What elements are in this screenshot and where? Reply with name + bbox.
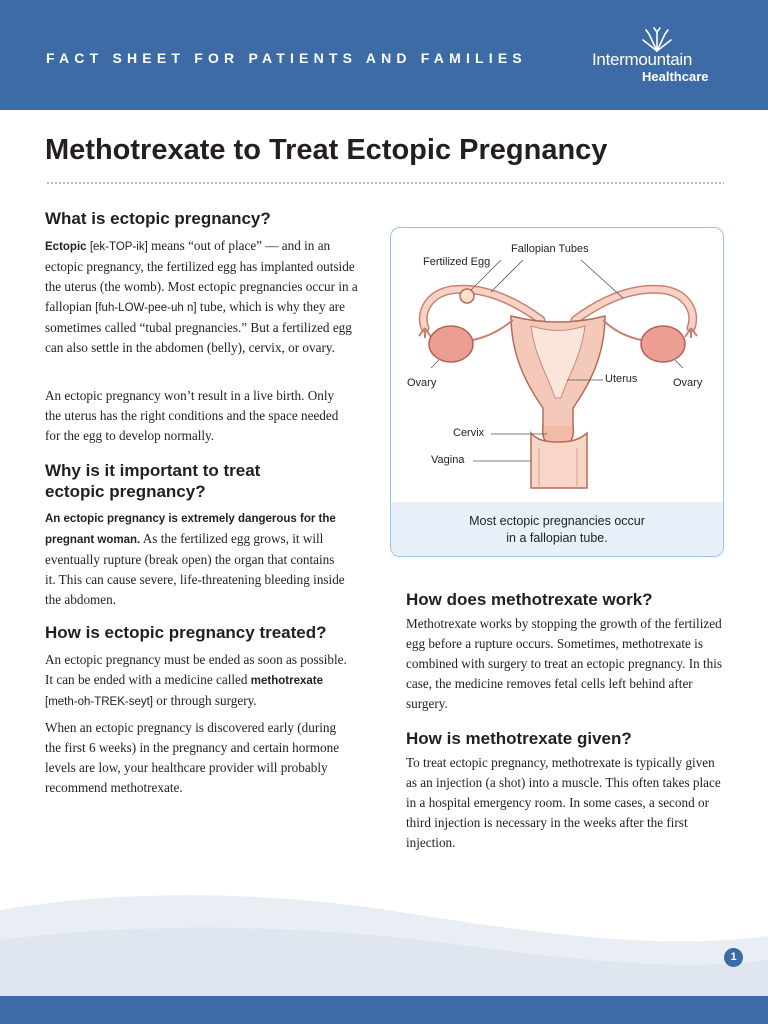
heading-how-works: How does methotrexate work?: [406, 590, 653, 609]
treatment-text: An ectopic pregnancy must be ended as soon as possible. It can be ended with a medicine called: [45, 652, 347, 687]
paragraph-ectopic-definition: [45, 236, 361, 358]
label-vagina: Vagina: [431, 454, 465, 466]
logo-leaf-icon: [640, 26, 674, 52]
figure-caption: [391, 513, 723, 547]
pronunciation-fallopian: [fuh-LOW-pee-uh n]: [95, 302, 197, 314]
paragraph-danger: [45, 508, 345, 610]
danger-bold-text: An ectopic pregnancy is extremely dangerous for the pregnant woman.: [45, 513, 336, 546]
label-ovary-right: Ovary: [673, 377, 703, 389]
caption-line-1: Most ectopic pregnancies occur: [469, 514, 645, 528]
paragraph-how-given: To treat ectopic pregnancy, methotrexate is typically given as an injection (a shot) into a muscle. This often takes place in a hospital emergency room. In some cases, a second or third injection is necessary in the weeks after the first injection.: [406, 755, 721, 850]
definition-text-2: tube, which is why they are sometimes called “tubal pregnancies.” But a fertilized egg can also settle in the abdomen (belly), cervix, or ovary.: [45, 299, 352, 355]
heading-how-treated: How is ectopic pregnancy treated?: [45, 623, 327, 642]
paragraph-early-discovery: When an ectopic pregnancy is discovered early (during the first 6 weeks) in the pregnancy and certain hormone levels are low, your healthcare provider will probably recommend methotrexate.: [45, 720, 340, 795]
term-methotrexate: methotrexate: [250, 675, 323, 687]
caption-line-2: in a fallopian tube.: [506, 531, 608, 545]
label-fallopian-tubes: Fallopian Tubes: [511, 243, 589, 255]
label-cervix: Cervix: [453, 427, 485, 439]
pronunciation-methotrexate: [meth-oh-TREK-seyt]: [45, 696, 153, 708]
heading-what-is-ectopic: What is ectopic pregnancy?: [45, 209, 271, 228]
page-title: Methotrexate to Treat Ectopic Pregnancy: [45, 134, 608, 166]
label-fertilized-egg: Fertilized Egg: [423, 256, 491, 268]
paragraph-treatment: [45, 650, 353, 712]
logo-name: Intermountain: [592, 50, 693, 69]
ovary-left-icon: [429, 326, 473, 362]
footer-wave: [0, 880, 768, 1000]
header-banner: [0, 0, 768, 110]
treatment-text-2: or through surgery.: [156, 693, 257, 708]
paragraph-no-live-birth: An ectopic pregnancy won’t result in a live birth. Only the uterus has the right conditions and the space needed for the egg to develop normally.: [45, 388, 339, 443]
heading-line-1: Why is it important to treat: [45, 461, 261, 480]
heading-line-2: ectopic pregnancy?: [45, 482, 206, 501]
pronunciation-ectopic: [ek-TOP-ik]: [89, 241, 148, 253]
label-uterus: Uterus: [605, 373, 638, 385]
logo-subtitle: Healthcare: [642, 69, 709, 84]
ovary-right-icon: [641, 326, 685, 362]
paragraph-how-works: Methotrexate works by stopping the growth of the fertilized egg before a rupture occurs. Sometimes, methotrexate is combined with surgery to treat an ectopic pregnancy. In this case, the medicine removes fetal cells left behind after surgery.: [406, 616, 723, 711]
heading-why-important: [45, 460, 260, 502]
anatomy-figure: [390, 227, 724, 557]
intermountain-logo: [588, 26, 738, 86]
fertilized-egg-icon: [460, 289, 474, 303]
label-ovary-left: Ovary: [407, 377, 437, 389]
header-title: FACT SHEET FOR PATIENTS AND FAMILIES: [46, 50, 527, 66]
definition-text: means “out of place” — and in an ectopic pregnancy, the fertilized egg has implanted outside the uterus (the womb). Most ectopic pregnancies occur in a fallopian: [45, 238, 358, 314]
footer-bar: [0, 996, 768, 1024]
danger-text: As the fertilized egg grows, it will eventually rupture (break open) the organ that contains it. This can cause severe, life-threatening bleeding inside the abdomen.: [45, 531, 345, 607]
heading-how-given: How is methotrexate given?: [406, 729, 632, 748]
term-ectopic: Ectopic: [45, 241, 87, 253]
dotted-divider: [46, 182, 724, 184]
page-number-badge: 1: [724, 948, 743, 967]
